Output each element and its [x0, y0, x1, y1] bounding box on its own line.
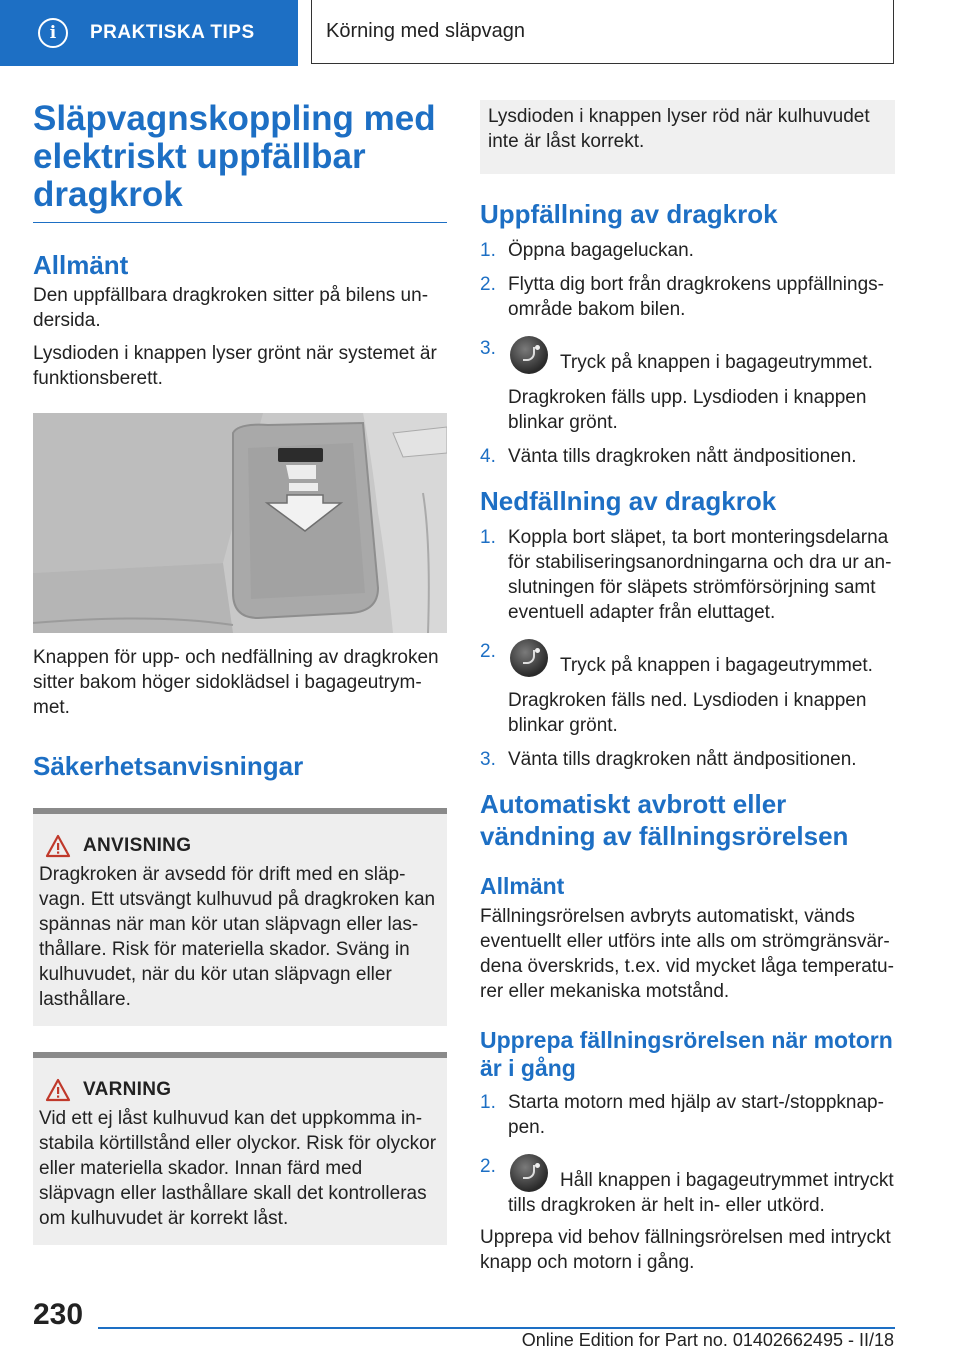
step-number: 2. — [480, 274, 496, 295]
step-number: 3. — [480, 338, 496, 359]
warning-triangle-icon — [45, 834, 71, 858]
notice-text: Dragkroken är avsedd för drift med en släpvagn. Ett utsvängt kulhuvud på dragkroken kan spännas när man kör utan släpvagn eller lasthållare. Risk för materiella skador. Sväng in kulhuvudet, när du kör utan släpvagn eller lasthållare. — [39, 864, 436, 1010]
step-text: Håll knappen i bagageutrymmet intryckt tills dragkroken är helt in- eller utkörd. — [508, 1170, 894, 1216]
auto-reverse-heading: Automatiskt avbrott eller vändning av fällningsrörelsen — [480, 789, 849, 851]
general-paragraph-2: Lysdioden i knappen lyser grönt när systemet är funktionsberett. — [33, 343, 437, 389]
step-number: 4. — [480, 446, 496, 467]
footer-divider — [98, 1327, 895, 1329]
chapter-title — [311, 0, 894, 64]
step-text: Vänta tills dragkroken nått ändpositionen. — [508, 446, 857, 467]
hitch-button-icon — [510, 639, 548, 677]
warning-box — [33, 1052, 447, 1245]
list-item — [480, 272, 895, 322]
red-led-note — [480, 100, 895, 174]
trunk-interior-illustration — [33, 413, 447, 633]
list-item — [480, 1090, 895, 1140]
step-number: 1. — [480, 1092, 496, 1113]
figure-caption: Knappen för upp- och nedfällning av dragkroken sitter bakom höger sidoklädsel i bagageutrymmet. — [33, 647, 439, 718]
section-tab[interactable] — [0, 0, 298, 66]
fold-up-heading: Uppfällning av dragkrok — [480, 199, 778, 229]
section-label: PRAKTISKA TIPS — [90, 22, 255, 43]
warning-triangle-icon — [45, 1078, 71, 1102]
list-item — [480, 639, 895, 738]
general-paragraph-1: Den uppfällbara dragkroken sitter på bilens undersida. — [33, 285, 429, 331]
repeat-after-text: Upprepa vid behov fällningsrörelsen med intryckt knapp och motorn i gång. — [480, 1227, 891, 1273]
edition-text: Online Edition for Part no. 01402662495 - II/18 — [521, 1330, 894, 1350]
list-item — [480, 336, 895, 435]
general-heading: Allmänt — [33, 250, 129, 280]
step-text: Koppla bort släpet, ta bort monteringsdelarna för stabiliseringsanordningarna och dra ur anslutningen för släpets strömförsörjning samt eventuell adapter från eluttaget. — [508, 527, 892, 623]
right-column — [480, 100, 895, 1275]
step-text: Flytta dig bort från dragkrokens uppfällningsområde bakom bilen. — [508, 274, 884, 320]
hitch-button-icon — [510, 336, 548, 374]
list-item — [480, 238, 895, 263]
repeat-steps — [480, 1090, 895, 1218]
list-item — [480, 444, 895, 469]
page-number: 230 — [33, 1298, 84, 1331]
hitch-button-icon — [510, 1154, 548, 1192]
auto-general-text: Fällningsrörelsen avbryts automatiskt, vänds eventuellt eller utförs inte alls om strömgränsvärdena överskrids, t.ex. vid mycket låga temperaturer eller mekaniska motstånd. — [480, 906, 894, 1002]
safety-heading: Säkerhetsanvisningar — [33, 751, 304, 781]
step-number: 3. — [480, 749, 496, 770]
warning-text: Vid ett ej låst kulhuvud kan det uppkomma instabila körtillstånd eller olyckor. Risk för olyckor eller materiella skador. Innan färd med släpvagn eller lasthållare skall det kontrolleras om kulhuvudet är korrekt låst. — [39, 1108, 437, 1229]
note-text: Lysdioden i knappen lyser röd när kulhuvudet inte är låst korrekt. — [488, 106, 870, 152]
notice-box — [33, 808, 447, 1026]
left-column — [33, 100, 447, 1245]
list-item — [480, 1154, 895, 1218]
step-result: Dragkroken fälls ned. Lysdioden i knappen blinkar grönt. — [508, 690, 867, 736]
step-result: Dragkroken fälls upp. Lysdioden i knappen blinkar grönt. — [508, 387, 867, 433]
page-title: Släpvagnskoppling med elektriskt uppfällbar dragkrok — [33, 100, 447, 223]
auto-general-heading: Allmänt — [480, 873, 565, 899]
fold-up-steps — [480, 238, 895, 469]
notice-title: ANVISNING — [83, 835, 192, 856]
list-item — [480, 747, 895, 772]
repeat-heading: Upprepa fällningsrörelsen när motorn är i gång — [480, 1027, 893, 1081]
info-icon: i — [38, 18, 68, 48]
step-number: 2. — [480, 641, 496, 662]
step-number: 1. — [480, 527, 496, 548]
step-text: Öppna bagageluckan. — [508, 240, 694, 261]
warning-title: VARNING — [83, 1079, 172, 1100]
step-number: 1. — [480, 240, 496, 261]
step-text: Tryck på knappen i bagageutrymmet. — [560, 655, 873, 676]
step-text: Vänta tills dragkroken nått ändpositionen. — [508, 749, 857, 770]
step-text: Tryck på knappen i bagageutrymmet. — [560, 352, 873, 373]
chapter-title-text: Körning med släpvagn — [326, 20, 526, 42]
fold-down-steps — [480, 525, 895, 772]
list-item — [480, 525, 895, 625]
step-number: 2. — [480, 1156, 496, 1177]
trunk-button-figure — [33, 413, 447, 633]
step-text: Starta motorn med hjälp av start-/stoppknappen. — [508, 1092, 884, 1138]
fold-down-heading: Nedfällning av dragkrok — [480, 486, 777, 516]
